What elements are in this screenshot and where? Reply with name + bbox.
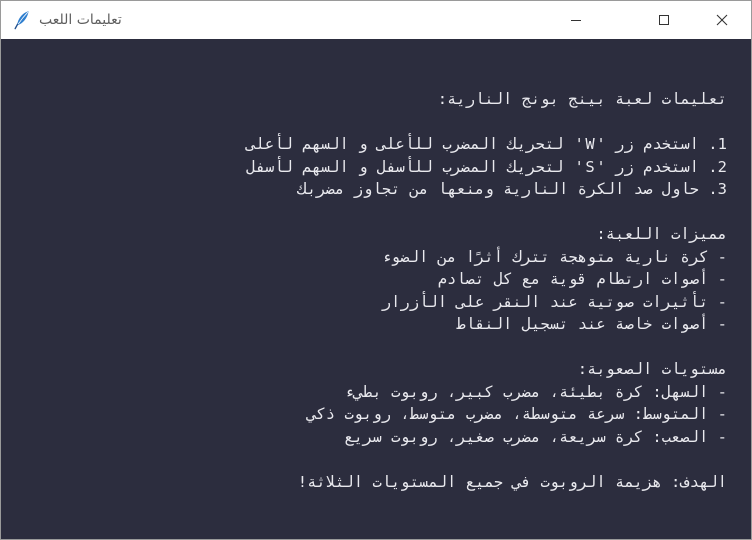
minimize-icon	[570, 11, 582, 30]
blank-line	[27, 448, 727, 471]
title-bar[interactable]	[1, 1, 751, 39]
feature-item: - تأثيرات صوتية عند النقر على الأزرار	[381, 292, 727, 311]
step-1: 1. استخدم زر 'W' لتحريك المضرب للأعلى و السهم لأعلى	[246, 135, 727, 153]
feature-item: - كرة نارية متوهجة تترك أثرًا من الضوء	[381, 247, 727, 266]
instructions-text	[27, 88, 727, 493]
feature-item: - أصوات خاصة عند تسجيل النقاط	[456, 315, 727, 333]
level-medium: - المتوسط: سرعة متوسطة، مضرب متوسط، روبوت ذكي	[307, 405, 727, 423]
minimize-button[interactable]	[553, 1, 599, 39]
close-button[interactable]	[699, 1, 745, 39]
levels-heading: مستويات الصعوبة:	[577, 360, 727, 378]
blank-line	[27, 336, 727, 359]
feature-item: - أصوات ارتطام قوية مع كل تصادم	[437, 270, 727, 288]
level-easy: - السهل: كرة بطيئة، مضرب كبير، روبوت بطيء	[344, 382, 727, 401]
step-3: 3. حاول صد الكرة النارية ومنعها من تجاوز مضربك	[297, 180, 727, 198]
instructions-heading: تعليمات لعبة بينج بونج النارية:	[437, 90, 727, 108]
instructions-content	[1, 39, 751, 539]
blank-line	[27, 201, 727, 224]
window-title: تعليمات اللعب	[39, 12, 122, 28]
level-hard: - الصعب: كرة سريعة، مضرب صغير، روبوت سريع	[344, 427, 727, 446]
features-heading: مميزات اللعبة:	[596, 225, 727, 243]
close-icon	[716, 11, 728, 30]
goal-line: الهدف: هزيمة الروبوت في جميع المستويات الثلاثة!	[297, 472, 727, 491]
blank-line	[27, 111, 727, 134]
maximize-icon	[658, 11, 670, 30]
maximize-button[interactable]	[641, 1, 687, 39]
feather-icon	[13, 10, 31, 30]
step-2: 2. استخدم زر 'S' لتحريك المضرب للأسفل و السهم لأسفل	[246, 157, 727, 176]
